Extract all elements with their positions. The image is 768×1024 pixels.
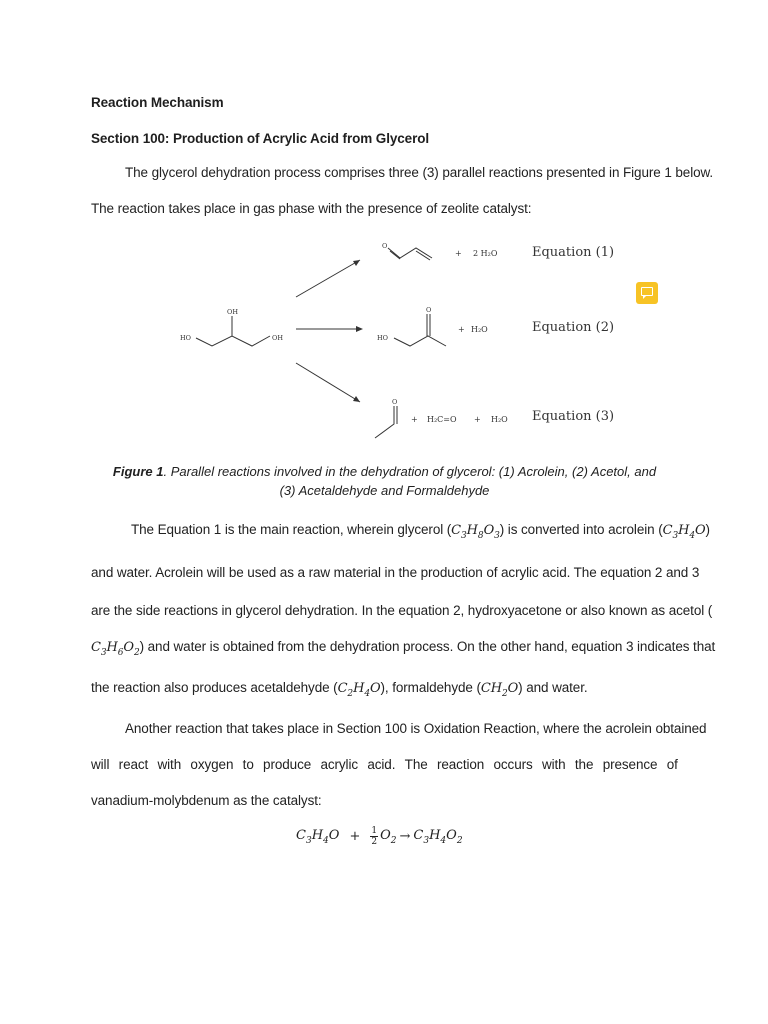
reactant-acrolein: $C_3H_4O$ xyxy=(296,827,340,846)
fraction-denominator: 2 xyxy=(371,837,378,847)
acetol-o: O xyxy=(426,306,432,314)
glycerol-ho-left: HO xyxy=(180,334,191,342)
p3-line-1: Another reaction that takes place in Section 100 is Oxidation Reaction, where the acrolein obtained xyxy=(125,721,707,736)
arrow-eq3 xyxy=(296,363,360,402)
intro-line-2: The reaction takes place in gas phase with the presence of zeolite catalyst: xyxy=(91,201,532,216)
formula-formaldehyde: $CH_2O$ xyxy=(480,681,519,699)
acetol-skeleton xyxy=(394,336,446,346)
p3-word: with xyxy=(157,757,182,772)
arrow-eq1 xyxy=(296,260,360,297)
eq1-label: Equation (1) xyxy=(532,245,615,260)
p2-line-3: are the side reactions in glycerol dehydration. In the equation 2, hydroxyacetone or also known as acetol ( xyxy=(91,603,713,618)
acetaldehyde-skeleton xyxy=(375,406,394,438)
p2-text: the reaction also produces acetaldehyde ( xyxy=(91,680,338,695)
p3-word: The xyxy=(404,757,428,772)
formula-acetol: $C_3H_6O_2$ xyxy=(91,640,140,658)
caption-line-2: (3) Acetaldehyde and Formaldehyde xyxy=(279,483,490,498)
p2-line-2: and water. Acrolein will be used as a raw material in the production of acrylic acid. The equation 2 and 3 xyxy=(91,565,700,580)
eq3-plus-1: + xyxy=(411,415,418,424)
formula-glycerol: $C_3H_8O_3$ xyxy=(451,523,500,541)
reactant-oxygen: $O_2$ xyxy=(380,827,397,846)
p2-line-5 xyxy=(91,680,588,699)
p3-word: reaction xyxy=(436,757,485,772)
p2-text: ), formaldehyde ( xyxy=(380,680,481,695)
acrolein-double-bond xyxy=(390,251,400,259)
p3-line-2 xyxy=(91,757,678,772)
p3-word: with xyxy=(541,757,566,772)
p2-line-1 xyxy=(131,522,710,541)
p2-text: ) xyxy=(705,522,710,537)
p3-word: acrylic xyxy=(320,757,359,772)
acetol-ho: HO xyxy=(377,334,388,342)
p3-word: will xyxy=(91,757,110,772)
eq1-product: 2 H₂O xyxy=(473,249,498,258)
p3-word: produce xyxy=(263,757,312,772)
eq2-plus: + xyxy=(458,325,465,334)
arrowhead-eq2 xyxy=(356,326,363,332)
formula-acetaldehyde: $C_2H_4O$ xyxy=(337,681,381,699)
p2-text: ) is converted into acrolein ( xyxy=(499,522,663,537)
p3-word: occurs xyxy=(493,757,533,772)
p2-text: ) and water is obtained from the dehydration process. On the other hand, equation 3 indicates that xyxy=(139,639,716,654)
p2-line-4 xyxy=(91,639,715,658)
p3-word: react xyxy=(118,757,149,772)
eq3-plus-2: + xyxy=(474,415,481,424)
eq3-product-1: H₂C=O xyxy=(427,415,457,424)
eq2-product: H₂O xyxy=(471,325,488,334)
p3-word: the xyxy=(574,757,594,772)
eq-plus: + xyxy=(349,829,361,844)
reaction-arrow: → xyxy=(399,829,411,844)
arrowhead-eq3 xyxy=(353,396,360,402)
caption-label: Figure 1 xyxy=(112,464,164,479)
eq1-plus: + xyxy=(455,249,462,258)
section-title: Section 100: Production of Acrylic Acid from Glycerol xyxy=(91,131,430,146)
fraction-numerator: 1 xyxy=(371,826,378,836)
figure-caption xyxy=(91,462,678,500)
acetaldehyde-o: O xyxy=(392,398,398,406)
product-acrylic-acid: $C_3H_4O_2$ xyxy=(413,827,463,846)
eq3-label: Equation (3) xyxy=(532,409,615,424)
eq3-product-2: H₂O xyxy=(491,415,508,424)
p3-word: to xyxy=(242,757,254,772)
glycerol-skeleton xyxy=(196,336,270,346)
document-title: Reaction Mechanism xyxy=(91,95,224,110)
glycerol-oh-right: OH xyxy=(272,334,283,342)
caption-text-1: . Parallel reactions involved in the dehydration of glycerol: (1) Acrolein, (2) Acetol, and xyxy=(163,464,657,479)
p3-word: acid. xyxy=(367,757,396,772)
acrolein-o: O xyxy=(382,242,388,250)
formula-acrolein: $C_3H_4O$ xyxy=(662,523,706,541)
reaction-scheme-figure xyxy=(170,232,620,442)
intro-line-1: The glycerol dehydration process comprises three (3) parallel reactions presented in Figure 1 below. xyxy=(125,165,714,180)
p3-word: presence xyxy=(602,757,658,772)
p3-word: of xyxy=(666,757,678,772)
caption-line-1 xyxy=(91,462,678,481)
p2-text: ) and water. xyxy=(518,680,588,695)
p3-word: oxygen xyxy=(190,757,234,772)
comment-icon[interactable] xyxy=(636,282,658,304)
p3-line-3: vanadium-molybdenum as the catalyst: xyxy=(91,793,322,808)
oxidation-equation xyxy=(296,826,463,847)
fraction-half xyxy=(370,826,378,847)
p2-text: The Equation 1 is the main reaction, wherein glycerol ( xyxy=(131,522,452,537)
eq2-label: Equation (2) xyxy=(532,320,615,335)
glycerol-oh-top: OH xyxy=(227,308,238,316)
